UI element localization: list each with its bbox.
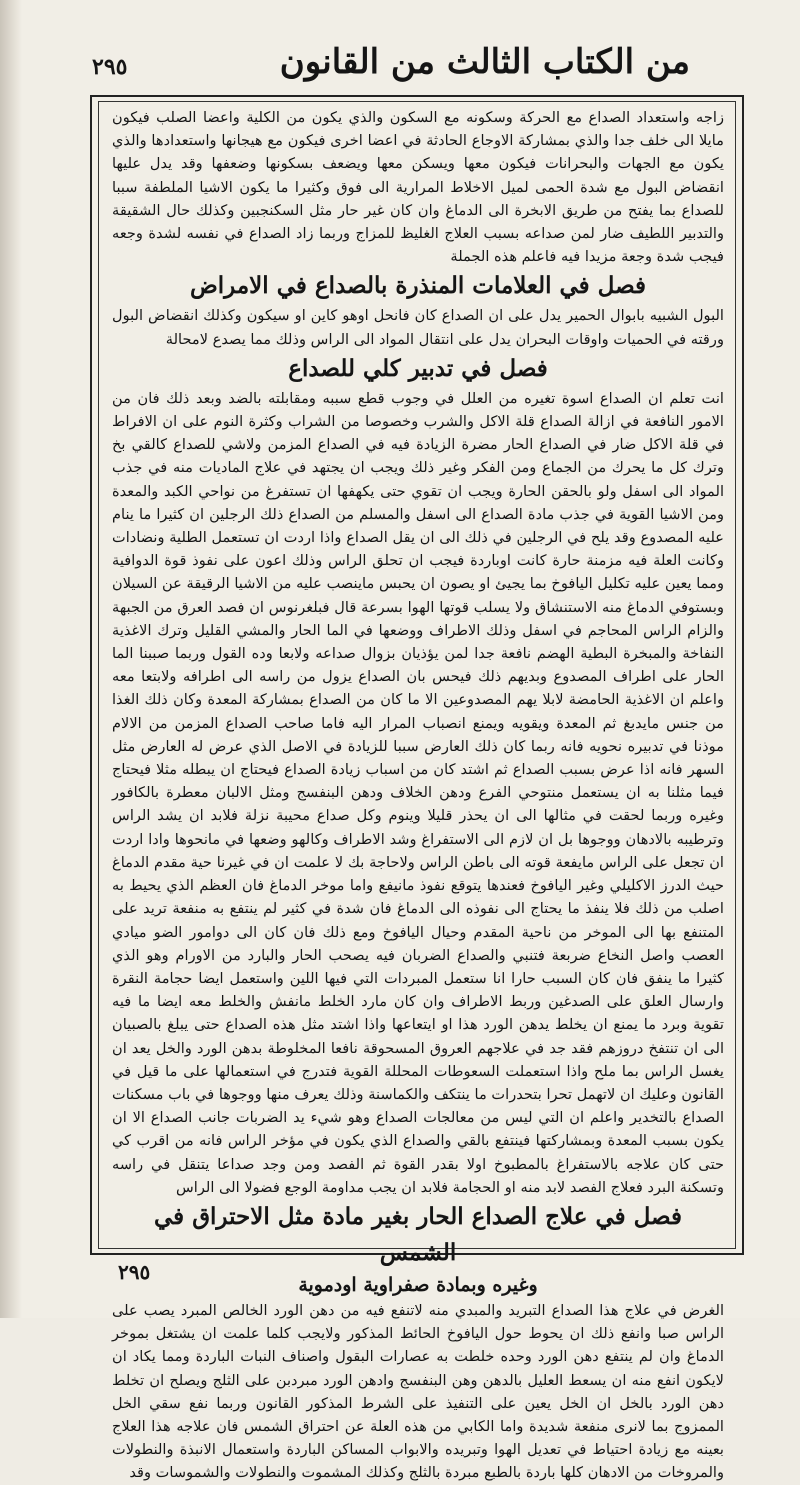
paragraph-warning-signs: البول الشبيه بابوال الحمير يدل على ان الصداع كان فانحل اوهو كاين او سيكون وكذلك انقضاض البول ورقته في الحميات واوقات البحران يدل على انتقال المواد الى الراس وذلك مما يصدع لامحالة (112, 307, 724, 348)
paragraph-hot-headache-treatment: الغرض في علاج هذا الصداع التبريد والمبدي منه لاتنفع فيه من دهن الورد الخالص المبرد يصب على الراس صبا وانفع ذلك ان يحوط حول اليافوخ الحائط المذكور ولايجب كلما علمت ان يشتغل بموخر الدماغ وان لم ينتفع دهن الورد وحده خلطت به عصارات البقول واصناف النبات الباردة ومما يكاد ان لايكون انفع منه ان يسعط العليل بالدهن وهن البنفسج وادهن الورد مبردبن على الثلج ويصلح ان تخلط دهن الورد بالخل ان الخل يعين على التنفيذ على الشرط المذكور القانون وربما نفع سقي الخل الممزوج بما لانرى منفعة شديدة واما الكابي من هذه العلة عن احتراق الشمس فان علاجه هذا العلاج بعينه مع زيادة احتياط في تعديل الهوا وتبريده والابواب المساكن الباردة واستعمال الانبذة والنطولات والمروخات من الادهان كلها باردة بالطبع مبردة بالثلج وكذلك المشموت والنطولات والشموسات وقد (112, 1301, 724, 1482)
section-subheading-hot-headache: وغيره وبمادة صفراوية اودموية (298, 1273, 538, 1296)
paragraph-headache-signs: زاجه واستعداد الصداع مع الحركة وسكونه مع السكون والذي يكون من الكلية واعضا الصلب فيكون مايلا الى خلف جدا والذي بمشاركة الاوجاع الحادثة في اعضا اخرى فيكون مع هيجانها واستعدادها والذي يكون مع الجهات والبحرانات فيكون معها ويسكن معها ويضعف بسكونها وضعفها وقد يدل عليها انقضاض البول مع شدة الحمى لميل الاخلاط المرارية الى فوق وكثيرا ما يكون الاشيا الملطفة سببا للصداع بما يفتح من طريق الابخرة الى الدماغ وان كان غير حار مثل السكنجبين وكذلك حال الشقيقة والتدبير اللطيف ضار لمن صداعه بسبب العلاج الغليظ للمزاج وربما زاد الصداع في نفسه لشدة وجعه فيجب شدة وجعة مزيدا فيه فاعلم هذه الجملة (112, 109, 724, 266)
paragraph-general-treatment: انت تعلم ان الصداع اسوة تغيره من العلل في وجوب قطع سببه ومقابلته بالضد وبعد ذلك فان من الامور النافعة في ازالة الصداع قلة الاكل والشرب وخصوصا من الشراب وكثرة النوم على ان الافراط في قلة الاكل ضار في الصداع الحار مضرة الزيادة فيه في الصداع المزمن ولاشي للصداع كالقي بخ وترك كل ما يحرك من الجماع ومن الفكر وغير ذلك ويجب ان يجتهد في علاج الماديات منه في جذب المواد الى اسفل ولو بالحقن الحارة ويجب ان تقوي حتى يكهفها ان تستفرغ من نواحي الكبد والمعدة ومن الاشيا القوية في جذب مادة الصداع الى اسفل والمسلم من الصداع ذلك الرجلين ان كثيرا ما ينام عليه المصدوع وقد يلح في الرجلين في ذلك الى ان يقل الصداع واذا اردت ان تستعمل الطلية ونضادات وكانت العلة فيه مزمنة حارة كانت اوباردة فيجب ان تحلق الراس وذلك اعون على نفوذ قوة الدوافية ومما يعين عليه تكليل اليافوخ بما يجيئ او يصون ان يحبس ماينصب عليه من الاشيا الرقيقة عن السيلان وبستوفي الدماغ منه الاستنشاق ولا يسلب قوتها الهوا بسرعة قال فبلغرنوس ان فصد العرق من الجبهة والزام الراس المحاجم في اسفل وذلك الاطراف ووضعها في الما الحار والمشي القليل وترك الاغذية النفاخة والمبخرة البطية الهضم نافعة جدا لمن يؤذيان بزوال صداعه ولابعا وده القول وربما صببنا الما الحار على اطراف المصدوع وبديهم ذلك فيحس بان الصداع يزول من راسه الى اطرافه ولابتعا معه واعلم ان الاغذية الحامضة لابلا يهم المصدوعين الا ما كان من الصداع بمشاركة المعدة وكان ذلك الغذا من جنس مايدبغ ثم المعدة ويقويه ويمنع انصباب المرار اليه فاما صاحب الصداع المزمن من الالام موذنا في تدبيره نحويه فانه ربما كان ذلك العارض سببا للزيادة في الاصل الذي عرض له العارض مثل السهر فانه اذا عرض بسبب الصداع ثم اشتد كان من اسباب زيادة الصداع فيحتاج ان يبطله مثلا فيحتاج فيما مثلنا به ان يستعمل منتوحي الفرع ودهن الخلاف ودهن البنفسج ومثل الالبان معطرة بالكافور وغيره وربما لحقت في مثالها الى ان يحذر قليلا وينوم وكل صداع محيبة نزلة فلابد ان يشد الراس وترطيبه بالادهان ووجوها بل ان لازم الى الاستفراغ وشد الاطراف وكالهو وضعها في مانحوها وادا اردت ان تجعل على الراس مايفعة قوته الى باطن الراس ولاحاجة بك لا علمت ان في غيرنا حية مقدم الدماغ حيث الدرز الاكليلي وغير اليافوخ فعندها يتوقع نفوذ مانيفع واما موخر الدماغ فان العظم الذي يحيط به اصلب من ذلك فلا ينفذ ما يحتاج الى نفوذه الى الدماغ فان شدة في كثير لم ينتفع به منفعة تريد على المتنفع بها الى الموخر من ناحية المقدم وحيال اليافوخ ومع ذلك فان كان الى دوامور الضو ميادي العصب واصل النخاع ضربعة فتنبي والصداع الضربان فيه يصحب الحار والبارد من الاورام وهو الذي كثيرا ما ينفق فان كان السبب حارا انا ستعمل المبردات التي فيها اللين واستعمل ايضا حجامة النقرة وارسال العلق على الصدغين وربط الاطراف وان كان مارد الخلط مانفش والخلط معه ايضا ما فيه تقوية وبرد ما يمنع ان يخلط يدهن الورد هذا او ايتعاعها واذا اشتد مثل هذه الصداع حتى يبلغ بالصبيان الى ان تنتفخ دروزهم فقد جد في علاجهم العروق المسحوقة نافعا المخلوطة بدهن الورد والخل يعد ان يغسل الراس بما ملح واذا استعملت السعوطات المحللة القوية فتدرج في استعمالها على ما قيل في القانون وعليك ان لاتهمل تحرا بتحدرات ما ينتكف والكماسنة وذلك يعرف منها ووجوها في باب مسكنات الصداع بالتخدير واعلم ان التي ليس من معالجات الصداع وهو شيء يد الضربات جانب الصداع الا ان يكون بسبب المعدة وبمشاركتها فينتفع بالقي والصداع الذي يكون في مؤخر الراس فانه من اقرب كي حتى كان علاجه بالاستفراغ بالمطبوخ اولا بقدر القوة ثم الفصد ومن وجد صداعا يتنقل في راسه وتسكنة البرد فعلاج الفصد لابد منه او الحجامة فلابد ان يجب مداومة الوجع فضولا الى الراس (112, 389, 724, 1196)
section-heading-warning-signs: فصل في العلامات المنذرة بالصداع في الامراض (189, 272, 647, 300)
running-title: من الكتاب الثالث من القانون (279, 42, 690, 82)
section-heading-general-treatment: فصل في تدبير كلي للصداع (288, 354, 548, 382)
page-number-top: ٢٩٥ (92, 54, 128, 80)
section-heading-hot-headache: فصل في علاج الصداع الحار بغير مادة مثل الاحتراق في الشمس (154, 1202, 682, 1266)
page-number-bottom: ٢٩٥ (118, 1260, 151, 1284)
page-header (60, 38, 750, 98)
page-spine-shadow (0, 0, 22, 1318)
